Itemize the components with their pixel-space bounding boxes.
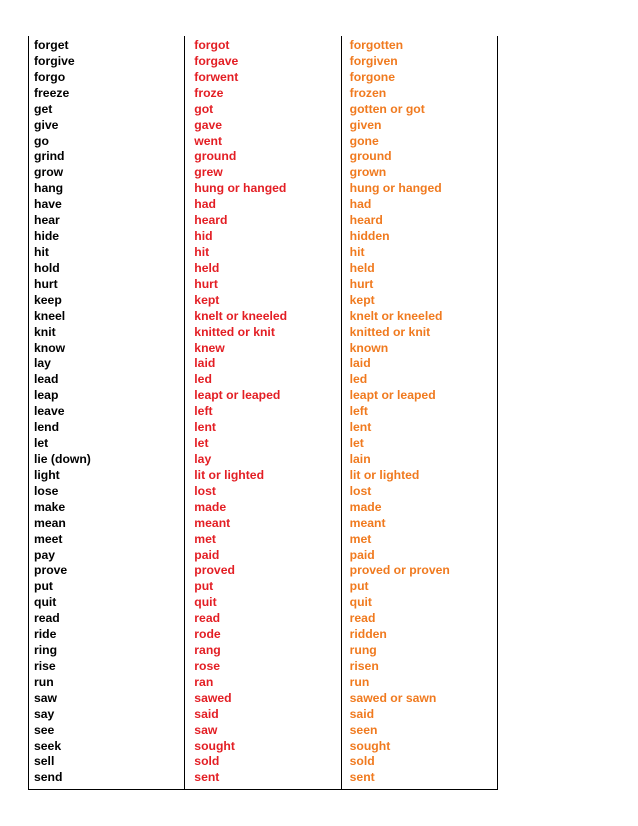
- table-row: [28, 563, 498, 579]
- past-tense-cell: met: [194, 531, 216, 546]
- past-participle-cell: leapt or leaped: [349, 388, 436, 403]
- base-form-cell: ride: [34, 627, 57, 642]
- base-form-cell: leave: [34, 404, 65, 419]
- table-row: [28, 261, 498, 277]
- base-form-cell: kneel: [34, 308, 66, 323]
- past-participle-cell: had: [349, 197, 372, 212]
- base-form-cell: lie (down): [34, 451, 91, 466]
- base-form-cell: hang: [34, 181, 64, 196]
- past-participle-cell: grown: [349, 165, 387, 180]
- past-participle-cell: hung or hanged: [349, 181, 442, 196]
- base-form-cell: put: [34, 579, 53, 594]
- base-form-cell: knit: [34, 324, 56, 339]
- past-tense-cell: read: [194, 611, 221, 626]
- table-row: [28, 341, 498, 357]
- base-form-cell: freeze: [34, 85, 70, 100]
- past-participle-cell: risen: [349, 658, 379, 673]
- table-row: [28, 579, 498, 595]
- past-tense-cell: sought: [194, 738, 235, 753]
- past-participle-cell: ground: [349, 149, 392, 164]
- past-participle-cell: seen: [349, 722, 378, 737]
- table-row: [28, 149, 498, 165]
- table-row: [28, 770, 498, 786]
- base-form-cell: have: [34, 197, 62, 212]
- past-tense-cell: froze: [194, 85, 224, 100]
- past-participle-cell: lain: [349, 451, 371, 466]
- base-form-cell: let: [34, 436, 49, 451]
- base-form-cell: rise: [34, 658, 56, 673]
- past-tense-cell: lost: [194, 483, 216, 498]
- past-participle-cell: proved or proven: [349, 563, 450, 578]
- past-tense-cell: said: [194, 706, 219, 721]
- table-row: [28, 356, 498, 372]
- table-row: [28, 134, 498, 150]
- table-row: [28, 739, 498, 755]
- table-row: [28, 420, 498, 436]
- past-participle-cell: sought: [349, 738, 391, 753]
- past-tense-cell: ground: [194, 149, 237, 164]
- past-tense-cell: meant: [194, 515, 231, 530]
- past-tense-cell: lit or lighted: [194, 467, 265, 482]
- past-tense-cell: sawed: [194, 690, 232, 705]
- base-form-cell: read: [34, 611, 60, 626]
- table-row: [28, 548, 498, 564]
- past-tense-cell: leapt or leaped: [194, 388, 281, 403]
- table-row: [28, 595, 498, 611]
- past-participle-cell: made: [349, 499, 382, 514]
- base-form-cell: go: [34, 133, 49, 148]
- past-participle-cell: paid: [349, 547, 375, 562]
- table-row: [28, 372, 498, 388]
- past-tense-cell: laid: [194, 356, 216, 371]
- table-row: [28, 468, 498, 484]
- past-participle-cell: hidden: [349, 229, 390, 244]
- table-row: [28, 500, 498, 516]
- table-row: [28, 102, 498, 118]
- past-participle-cell: meant: [349, 515, 386, 530]
- base-form-cell: light: [34, 467, 60, 482]
- table-row: [28, 484, 498, 500]
- past-participle-cell: knelt or kneeled: [349, 308, 443, 323]
- table-row: [28, 723, 498, 739]
- table-row: [28, 277, 498, 293]
- table-border-bottom: [28, 789, 498, 790]
- past-participle-cell: rung: [349, 643, 377, 658]
- table-row: [28, 86, 498, 102]
- past-participle-cell: kept: [349, 292, 375, 307]
- table-row: [28, 452, 498, 468]
- base-form-cell: ring: [34, 643, 58, 658]
- past-participle-cell: sold: [349, 754, 375, 769]
- base-form-cell: send: [34, 770, 63, 785]
- past-participle-cell: heard: [349, 213, 383, 228]
- past-tense-cell: forgot: [194, 38, 230, 52]
- table-row: [28, 118, 498, 134]
- base-form-cell: see: [34, 722, 55, 737]
- past-participle-cell: frozen: [349, 85, 387, 100]
- past-tense-cell: hid: [194, 229, 213, 244]
- past-participle-cell: forgiven: [349, 53, 398, 68]
- table-row: [28, 325, 498, 341]
- base-form-cell: keep: [34, 292, 62, 307]
- past-tense-cell: paid: [194, 547, 220, 562]
- base-form-cell: lead: [34, 372, 59, 387]
- base-form-cell: lend: [34, 420, 60, 435]
- table-row: [28, 229, 498, 245]
- base-form-cell: hurt: [34, 276, 58, 291]
- table-row: [28, 54, 498, 70]
- past-participle-cell: left: [349, 404, 368, 419]
- table-row: [28, 197, 498, 213]
- table-row: [28, 532, 498, 548]
- base-form-cell: seek: [34, 738, 62, 753]
- past-tense-cell: saw: [194, 722, 218, 737]
- table-row: [28, 643, 498, 659]
- past-participle-cell: laid: [349, 356, 371, 371]
- base-form-cell: mean: [34, 515, 66, 530]
- past-tense-cell: knew: [194, 340, 225, 355]
- base-form-cell: hide: [34, 229, 60, 244]
- past-participle-cell: ridden: [349, 627, 387, 642]
- base-form-cell: lose: [34, 483, 59, 498]
- past-tense-cell: proved: [194, 563, 235, 578]
- past-tense-cell: got: [194, 101, 214, 116]
- past-participle-cell: hurt: [349, 276, 374, 291]
- past-tense-cell: forwent: [194, 69, 239, 84]
- base-form-cell: saw: [34, 690, 58, 705]
- past-participle-cell: sawed or sawn: [349, 690, 437, 705]
- base-form-cell: run: [34, 674, 54, 689]
- past-participle-cell: known: [349, 340, 389, 355]
- base-form-cell: sell: [34, 754, 55, 769]
- past-participle-cell: forgone: [349, 69, 395, 84]
- table-row: [28, 754, 498, 770]
- base-form-cell: get: [34, 101, 53, 116]
- past-participle-cell: gone: [349, 133, 379, 148]
- table-row: [28, 181, 498, 197]
- past-tense-cell: sent: [194, 770, 220, 785]
- past-tense-cell: knitted or knit: [194, 324, 275, 339]
- past-tense-cell: led: [194, 372, 212, 387]
- table-body: [28, 38, 498, 786]
- past-tense-cell: left: [194, 404, 213, 419]
- base-form-cell: forget: [34, 38, 69, 52]
- past-participle-cell: knitted or knit: [349, 324, 431, 339]
- base-form-cell: forgive: [34, 53, 75, 68]
- past-tense-cell: rose: [194, 658, 221, 673]
- table-row: [28, 611, 498, 627]
- past-participle-cell: quit: [349, 595, 372, 610]
- base-form-cell: pay: [34, 547, 56, 562]
- base-form-cell: hear: [34, 213, 60, 228]
- past-participle-cell: said: [349, 706, 375, 721]
- past-participle-cell: forgotten: [349, 38, 404, 52]
- past-participle-cell: gotten or got: [349, 101, 425, 116]
- past-tense-cell: let: [194, 436, 209, 451]
- past-tense-cell: rang: [194, 643, 221, 658]
- base-form-cell: hold: [34, 260, 60, 275]
- past-participle-cell: sent: [349, 770, 375, 785]
- past-tense-cell: gave: [194, 117, 223, 132]
- past-tense-cell: forgave: [194, 53, 239, 68]
- past-participle-cell: met: [349, 531, 372, 546]
- past-tense-cell: heard: [194, 213, 228, 228]
- past-tense-cell: put: [194, 579, 214, 594]
- past-tense-cell: quit: [194, 595, 217, 610]
- past-participle-cell: run: [349, 674, 370, 689]
- past-tense-cell: lent: [194, 420, 216, 435]
- base-form-cell: make: [34, 499, 66, 514]
- base-form-cell: give: [34, 117, 59, 132]
- base-form-cell: hit: [34, 244, 49, 259]
- table-row: [28, 659, 498, 675]
- irregular-verbs-table: [28, 36, 498, 790]
- table-row: [28, 675, 498, 691]
- table-row: [28, 627, 498, 643]
- past-participle-cell: let: [349, 436, 364, 451]
- base-form-cell: lay: [34, 356, 51, 371]
- table-row: [28, 691, 498, 707]
- table-row: [28, 388, 498, 404]
- past-tense-cell: lay: [194, 451, 212, 466]
- base-form-cell: quit: [34, 595, 57, 610]
- past-tense-cell: hit: [194, 244, 210, 259]
- past-tense-cell: hurt: [194, 276, 218, 291]
- table-row: [28, 436, 498, 452]
- past-tense-cell: grew: [194, 165, 223, 180]
- past-tense-cell: ran: [194, 674, 214, 689]
- past-tense-cell: kept: [194, 292, 220, 307]
- base-form-cell: leap: [34, 388, 59, 403]
- past-tense-cell: held: [194, 260, 220, 275]
- table-row: [28, 245, 498, 261]
- table-row: [28, 404, 498, 420]
- past-tense-cell: hung or hanged: [194, 181, 287, 196]
- past-participle-cell: put: [349, 579, 369, 594]
- past-participle-cell: given: [349, 117, 382, 132]
- past-participle-cell: led: [349, 372, 368, 387]
- base-form-cell: say: [34, 706, 55, 721]
- table-row: [28, 70, 498, 86]
- base-form-cell: meet: [34, 531, 63, 546]
- past-tense-cell: went: [194, 133, 223, 148]
- past-participle-cell: read: [349, 611, 376, 626]
- base-form-cell: grind: [34, 149, 65, 164]
- base-form-cell: prove: [34, 563, 68, 578]
- table-row: [28, 707, 498, 723]
- past-tense-cell: had: [194, 197, 216, 212]
- table-row: [28, 213, 498, 229]
- base-form-cell: forgo: [34, 69, 66, 84]
- table-row: [28, 516, 498, 532]
- past-participle-cell: held: [349, 260, 375, 275]
- table-row: [28, 165, 498, 181]
- table-row: [28, 309, 498, 325]
- table-row: [28, 38, 498, 54]
- past-participle-cell: lit or lighted: [349, 467, 420, 482]
- base-form-cell: grow: [34, 165, 64, 180]
- past-tense-cell: sold: [194, 754, 220, 769]
- past-participle-cell: hit: [349, 244, 365, 259]
- past-participle-cell: lost: [349, 483, 372, 498]
- base-form-cell: know: [34, 340, 66, 355]
- past-tense-cell: knelt or kneeled: [194, 308, 288, 323]
- table-row: [28, 293, 498, 309]
- past-participle-cell: lent: [349, 420, 372, 435]
- past-tense-cell: made: [194, 499, 227, 514]
- past-tense-cell: rode: [194, 627, 221, 642]
